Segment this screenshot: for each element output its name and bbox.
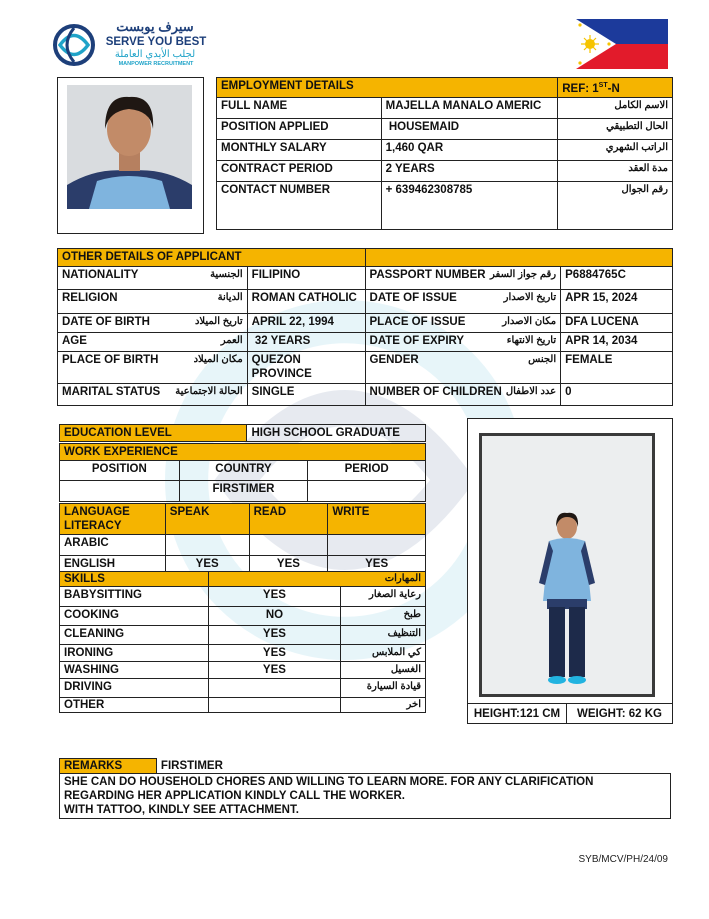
- skill-babysitting: BABYSITTING: [60, 587, 209, 607]
- lang-english-write: YES: [328, 556, 426, 574]
- remarks-label: REMARKS: [60, 759, 157, 774]
- lang-arabic: ARABIC: [60, 535, 166, 556]
- skill-cooking-value: NO: [208, 607, 341, 626]
- employment-header: EMPLOYMENT DETAILS: [217, 78, 558, 98]
- skill-driving-value: [208, 679, 341, 698]
- salary-arabic: الراتب الشهري: [558, 140, 673, 161]
- skill-other-arabic: اخر: [341, 698, 426, 713]
- skill-cooking-arabic: طبخ: [341, 607, 426, 626]
- brand-logo-icon: [52, 22, 96, 68]
- passport-value: P6884765C: [561, 267, 673, 290]
- body-measurements: [468, 703, 672, 724]
- salary-label: MONTHLY SALARY: [217, 140, 382, 161]
- brand-tagline: MANPOWER RECRUITMENT: [118, 61, 194, 67]
- work-experience-table: [59, 443, 426, 502]
- weight-value: WEIGHT: 62 KG: [577, 708, 662, 720]
- skill-cooking: COOKING: [60, 607, 209, 626]
- brand-name: SERVE YOU BEST: [105, 36, 207, 48]
- gender-value: FEMALE: [561, 352, 673, 384]
- full-name-value: MAJELLA MANALO AMERIC: [381, 98, 558, 119]
- lang-arabic-write: [328, 535, 426, 556]
- place-of-birth-value: QUEZON PROVINCE: [247, 352, 365, 384]
- lang-col-read: READ: [249, 504, 328, 535]
- portrait-frame: [57, 77, 204, 234]
- age-value: 32 YEARS: [247, 333, 365, 352]
- work-experience-header: WORK EXPERIENCE: [60, 444, 426, 461]
- portrait-photo: [67, 85, 192, 209]
- lang-arabic-read: [249, 535, 328, 556]
- skill-washing-arabic: الغسيل: [341, 662, 426, 679]
- date-of-expiry-label: DATE OF EXPIRY تاريخ الانتهاء: [365, 333, 561, 352]
- date-of-issue-label: DATE OF ISSUE تاريخ الاصدار: [365, 290, 561, 314]
- lang-arabic-speak: [165, 535, 249, 556]
- brand-arabic-tagline: لجلب الأيدي العاملة: [114, 49, 196, 60]
- marital-status-label: MARITAL STATUS الحالة الاجتماعية: [58, 384, 248, 406]
- position-value: HOUSEMAID: [381, 119, 558, 140]
- education-label: EDUCATION LEVEL: [60, 425, 247, 442]
- date-of-expiry-value: APR 14, 2034: [561, 333, 673, 352]
- date-of-issue-value: APR 15, 2024: [561, 290, 673, 314]
- dob-value: APRIL 22, 1994: [247, 314, 365, 333]
- skill-cleaning-value: YES: [208, 626, 341, 645]
- religion-value: ROMAN CATHOLIC: [247, 290, 365, 314]
- remarks-text: SHE CAN DO HOUSEHOLD CHORES AND WILLING TO LEARN MORE. FOR ANY CLARIFICATION REGARDING HER APPLICATION KINDLY CALL THE WORKER. WITH TATTOO, KINDLY SEE ATTACHMENT.: [60, 774, 671, 819]
- religion-label: RELIGION الديانة: [58, 290, 248, 314]
- skills-table: [59, 571, 426, 713]
- language-table: [59, 503, 426, 574]
- ref-number: REF: 1ST-N: [558, 78, 673, 98]
- children-label: NUMBER OF CHILDREN عدد الاطفال: [365, 384, 561, 406]
- work-col-position: POSITION: [60, 461, 180, 481]
- gender-label: GENDER الجنس: [365, 352, 561, 384]
- work-entry-country: FIRSTIMER: [179, 481, 308, 502]
- remarks-value: FIRSTIMER: [156, 759, 670, 774]
- skills-header: SKILLS: [60, 572, 209, 587]
- employment-table: [216, 77, 673, 230]
- lang-english-speak: YES: [165, 556, 249, 574]
- philippines-flag-icon: [576, 19, 668, 69]
- skill-driving: DRIVING: [60, 679, 209, 698]
- skill-ironing-value: YES: [208, 645, 341, 662]
- salary-value: 1,460 QAR: [381, 140, 558, 161]
- lang-col-speak: SPEAK: [165, 504, 249, 535]
- skill-other: OTHER: [60, 698, 209, 713]
- contact-value: + 639462308785: [381, 182, 558, 230]
- nationality-value: FILIPINO: [247, 267, 365, 290]
- work-col-period: PERIOD: [308, 461, 426, 481]
- position-label: POSITION APPLIED: [217, 119, 382, 140]
- education-value: HIGH SCHOOL GRADUATE: [247, 425, 426, 442]
- contract-value: 2 YEARS: [381, 161, 558, 182]
- work-entry-position: [60, 481, 180, 502]
- brand-logo: [52, 20, 212, 72]
- other-details-table: [57, 248, 673, 406]
- full-body-photo: [479, 433, 655, 697]
- skills-header-arabic: المهارات: [208, 572, 425, 587]
- work-entry-period: [308, 481, 426, 502]
- position-arabic: الحال التطبيقي: [558, 119, 673, 140]
- children-value: 0: [561, 384, 673, 406]
- passport-label: PASSPORT NUMBER رقم جواز السفر: [365, 267, 561, 290]
- footer-code: SYB/MCV/PH/24/09: [578, 854, 668, 865]
- skill-babysitting-value: YES: [208, 587, 341, 607]
- skill-washing: WASHING: [60, 662, 209, 679]
- full-name-label: FULL NAME: [217, 98, 382, 119]
- place-of-issue-value: DFA LUCENA: [561, 314, 673, 333]
- marital-status-value: SINGLE: [247, 384, 365, 406]
- other-details-header: OTHER DETAILS OF APPLICANT: [58, 249, 366, 267]
- skill-cleaning: CLEANING: [60, 626, 209, 645]
- place-of-birth-label: PLACE OF BIRTH مكان الميلاد: [58, 352, 248, 384]
- contract-arabic: مدة العقد: [558, 161, 673, 182]
- skill-other-value: [208, 698, 341, 713]
- nationality-label: NATIONALITY الجنسية: [58, 267, 248, 290]
- contract-label: CONTRACT PERIOD: [217, 161, 382, 182]
- education-table: [59, 424, 426, 442]
- skill-babysitting-arabic: رعاية الصغار: [341, 587, 426, 607]
- dob-label: DATE OF BIRTH تاريخ الميلاد: [58, 314, 248, 333]
- language-header: LANGUAGE LITERACY: [60, 504, 166, 535]
- lang-english: ENGLISH: [60, 556, 166, 574]
- lang-col-write: WRITE: [328, 504, 426, 535]
- full-body-photo-frame: [467, 418, 673, 724]
- skill-washing-value: YES: [208, 662, 341, 679]
- work-col-country: COUNTRY: [179, 461, 308, 481]
- skill-ironing: IRONING: [60, 645, 209, 662]
- lang-english-read: YES: [249, 556, 328, 574]
- skill-ironing-arabic: كي الملابس: [341, 645, 426, 662]
- age-label: AGE العمر: [58, 333, 248, 352]
- skill-cleaning-arabic: التنظيف: [341, 626, 426, 645]
- place-of-issue-label: PLACE OF ISSUE مكان الاصدار: [365, 314, 561, 333]
- full-name-arabic: الاسم الكامل: [558, 98, 673, 119]
- other-details-header-blank: [365, 249, 672, 267]
- height-value: HEIGHT:121 CM: [468, 704, 567, 724]
- brand-arabic-name: سيرف يوبست: [116, 19, 194, 34]
- contact-label: CONTACT NUMBER: [217, 182, 382, 230]
- contact-arabic: رقم الجوال: [558, 182, 673, 230]
- remarks-table: [59, 758, 671, 819]
- skill-driving-arabic: قيادة السيارة: [341, 679, 426, 698]
